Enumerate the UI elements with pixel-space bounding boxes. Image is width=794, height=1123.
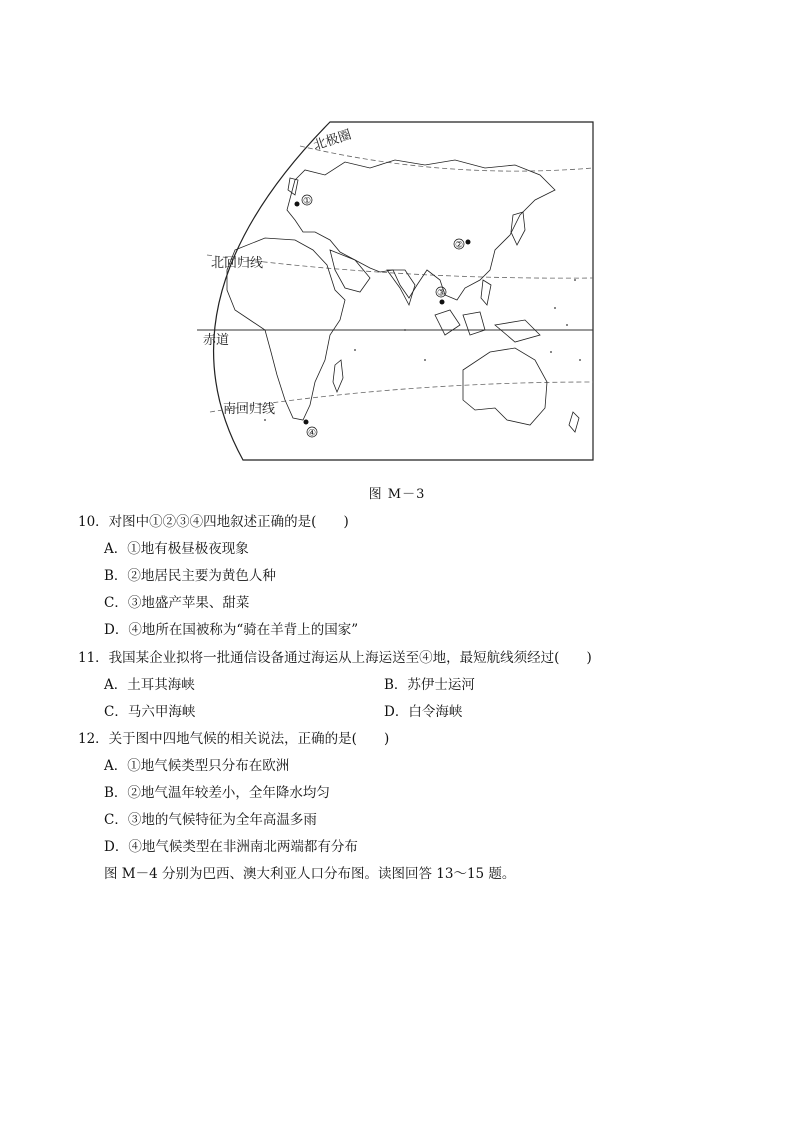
question-10-option-d: D．④地所在国被称为“骑在羊背上的国家” xyxy=(104,622,359,638)
question-11-option-a: A．土耳其海峡 xyxy=(104,677,195,693)
arctic-circle-label: 北极圈 xyxy=(311,127,354,154)
question-12-stem: 12．关于图中四地气候的相关说法，正确的是( ) xyxy=(78,731,390,747)
svg-text:③: ③ xyxy=(436,288,446,299)
question-12-option-d: D．④地气候类型在非洲南北两端都有分布 xyxy=(104,839,358,855)
svg-text:④: ④ xyxy=(307,428,317,439)
question-11-stem: 11．我国某企业拟将一批通信设备通过海运从上海运送至④地，最短航线须经过( ) xyxy=(78,650,592,666)
question-10-option-b: B．②地居民主要为黄色人种 xyxy=(104,568,276,584)
question-11-option-c: C．马六甲海峡 xyxy=(104,704,196,720)
tropic-cancer-label: 北回归线 xyxy=(211,256,264,271)
world-map xyxy=(195,120,595,462)
question-12-option-b: B．②地气温年较差小，全年降水均匀 xyxy=(104,785,330,801)
equator-label: 赤道 xyxy=(203,333,230,348)
next-questions-intro: 图 M－4 分别为巴西、澳大利亚人口分布图。读图回答 13～15 题。 xyxy=(104,866,516,882)
question-10-option-a: A．①地有极昼极夜现象 xyxy=(104,541,249,557)
question-11-option-b: B．苏伊士运河 xyxy=(384,677,475,693)
question-10-option-c: C．③地盛产苹果、甜菜 xyxy=(104,595,250,611)
question-12-option-c: C．③地的气候特征为全年高温多雨 xyxy=(104,812,317,828)
question-12-option-a: A．①地气候类型只分布在欧洲 xyxy=(104,758,290,774)
svg-text:①: ① xyxy=(302,196,312,207)
tropic-capricorn-label: 南回归线 xyxy=(223,402,276,417)
question-11-option-d: D．白令海峡 xyxy=(384,704,463,720)
svg-text:②: ② xyxy=(454,240,464,251)
figure-caption: 图 M－3 xyxy=(368,487,426,502)
world-map-figure xyxy=(195,120,595,462)
question-10-stem: 10．对图中①②③④四地叙述正确的是( ) xyxy=(78,514,349,530)
